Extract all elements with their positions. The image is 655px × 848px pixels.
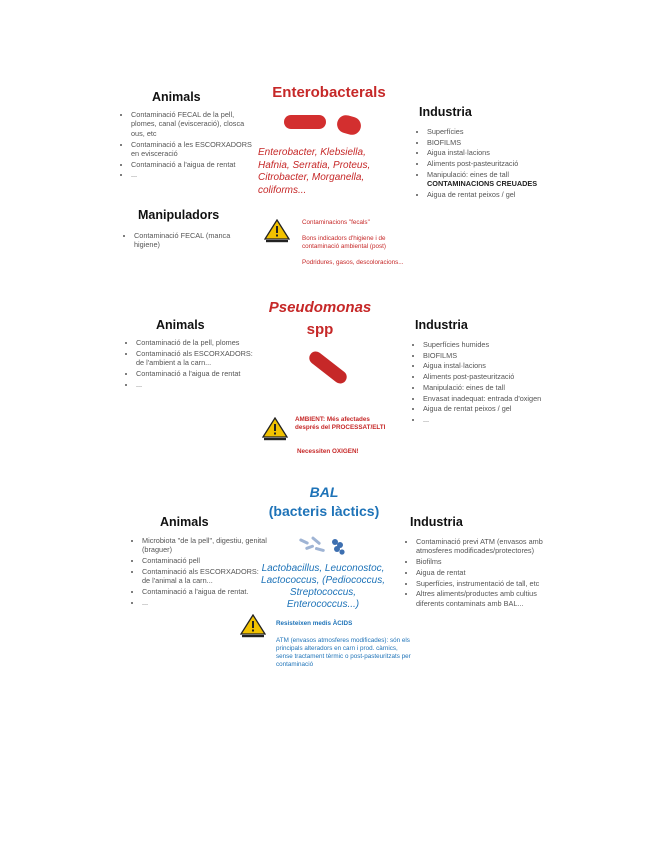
s2-title-line1: Pseudomonas: [268, 299, 372, 316]
list-item: • Aliments post-pasteurització: [423, 372, 543, 381]
list-item: • Superfícies: [427, 127, 557, 136]
s3-genera: Lactobacillus, Leuconostoc, Lactococcus, (Pediococcus, Streptococcus, Enterococcus...): [261, 563, 385, 610]
list-item: • Aigua de rentat peixos / gel: [427, 190, 557, 199]
list-item: • Aliments post-pasteurització: [427, 159, 557, 168]
s2-note-1: AMBIENT: Més afectades després del PROCESSAT/ELTI: [295, 416, 386, 431]
list-item: • ...: [131, 170, 253, 179]
s1-genera: Enterobacter, Klebsiella, Hafnia, Serratia, Proteus, Citrobacter, Morganella, coliforms...: [258, 147, 371, 196]
s1-note-1: Contaminacions "fecals": [302, 219, 370, 226]
list-item: • ...: [136, 380, 258, 389]
list-item: • Microbiota "de la pell", digestiu, genital (braguer): [142, 536, 268, 555]
list-item: • Aigua instal·lacions: [423, 361, 543, 370]
s2-note-2: Necessiten OXIGEN!: [297, 448, 359, 455]
list-item: • Contaminació als ESCORXADORS: de l'ambient a la carn...: [136, 349, 258, 368]
list-item: • Manipulació: eines de tall CONTAMINACIONS CREUADES: [427, 170, 557, 189]
list-item: • Contaminació pell: [142, 556, 268, 565]
s2-bacteria-illustration: [300, 346, 356, 390]
list-item: • ...: [142, 598, 268, 607]
list-item: • Contaminació a les ESCORXADORS en evisceració: [131, 140, 253, 159]
list-item: • Contaminació a l'aigua de rentat: [131, 160, 253, 169]
lactobacillus-rod: [299, 538, 309, 545]
s3-animals-list: [130, 536, 268, 608]
list-item: • Contaminació als ESCORXADORS: de l'animal a la carn...: [142, 567, 268, 586]
coccus: [332, 539, 338, 545]
list-item: • BIOFILMS: [427, 138, 557, 147]
s1-animals-heading: Animals: [152, 90, 201, 104]
s3-title-line1: BAL: [309, 484, 339, 500]
list-item: • Aigua de rentat: [416, 568, 548, 577]
list-item: • Contaminació a l'aigua de rentat: [136, 369, 258, 378]
s1-manipuladors-heading: Manipuladors: [138, 208, 220, 222]
s3-industria-heading: Industria: [410, 515, 463, 529]
coccus: [339, 549, 344, 554]
s3-industria-list: [404, 537, 548, 609]
s1-industria-list: [415, 127, 557, 201]
list-item: • Superfícies humides: [423, 340, 543, 349]
warning-icon: [262, 417, 288, 441]
warning-icon: [264, 219, 290, 243]
cross-contamination-label: CONTAMINACIONS CREUADES: [427, 179, 538, 189]
s1-manipuladors-list: [122, 231, 254, 251]
s2-title-line2: spp: [306, 321, 334, 338]
bacterium-rod-1: [284, 115, 326, 129]
bacterium-rod-2: [335, 113, 363, 136]
list-item: • Envasat inadequat: entrada d'oxigen: [423, 394, 543, 403]
s3-note-1: Resisteixen medis ÀCIDS: [276, 620, 353, 627]
s3-bacteria-illustration: [297, 536, 351, 558]
s3-note-2: ATM (envasos atmosferes modificades): són els principals alteradors en carn i prod. càrnics, sense tractament tèrmic o post-pasteuritzats per contaminació: [276, 637, 411, 668]
s2-animals-heading: Animals: [156, 318, 205, 332]
s1-bacteria-illustration: [280, 112, 366, 136]
list-item: • Manipulació: eines de tall: [423, 383, 543, 392]
s2-industria-list: [411, 340, 543, 426]
lactobacillus-rod: [311, 536, 321, 545]
list-item: • Contaminació a l'aigua de rentat.: [142, 587, 268, 596]
list-item: • Superfícies, instrumentació de tall, etc: [416, 579, 548, 588]
s2-industria-heading: Industria: [415, 318, 468, 332]
s1-industria-heading: Industria: [419, 105, 472, 119]
s1-animals-list: [119, 110, 253, 181]
s3-title-line2: (bacteris làctics): [268, 503, 380, 519]
list-item: • Biofilms: [416, 557, 548, 566]
lactobacillus-rod: [305, 544, 314, 550]
list-item: • Contaminació FECAL de la pell, plomes, canal (evisceració), closca ous, etc: [131, 110, 253, 138]
lactobacillus-rod: [315, 547, 325, 552]
s1-title: Enterobacterals: [272, 84, 386, 101]
s1-note-2: Bons indicadors d'higiene i de contaminació ambiental (post): [302, 235, 386, 250]
list-item: • Contaminació previ ATM (envasos amb atmosferes modificades/protectores): [416, 537, 548, 556]
s3-animals-heading: Animals: [160, 515, 209, 529]
s1-note-3: Podridures, gasos, descoloracions...: [302, 259, 404, 266]
warning-icon: [240, 614, 266, 638]
list-item: • BIOFILMS: [423, 351, 543, 360]
list-item: • Altres aliments/productes amb cultius diferents contaminats amb BAL...: [416, 589, 548, 608]
coccus: [334, 546, 340, 552]
list-item: • Contaminació de la pell, plomes: [136, 338, 258, 347]
list-item: • Aigua instal·lacions: [427, 148, 557, 157]
bacterium-rod: [307, 349, 350, 386]
list-item: • Aigua de rentat peixos / gel: [423, 404, 543, 413]
s2-animals-list: [124, 338, 258, 390]
list-item: • Contaminació FECAL (manca higiene): [134, 231, 254, 250]
list-item: • ...: [423, 415, 543, 424]
